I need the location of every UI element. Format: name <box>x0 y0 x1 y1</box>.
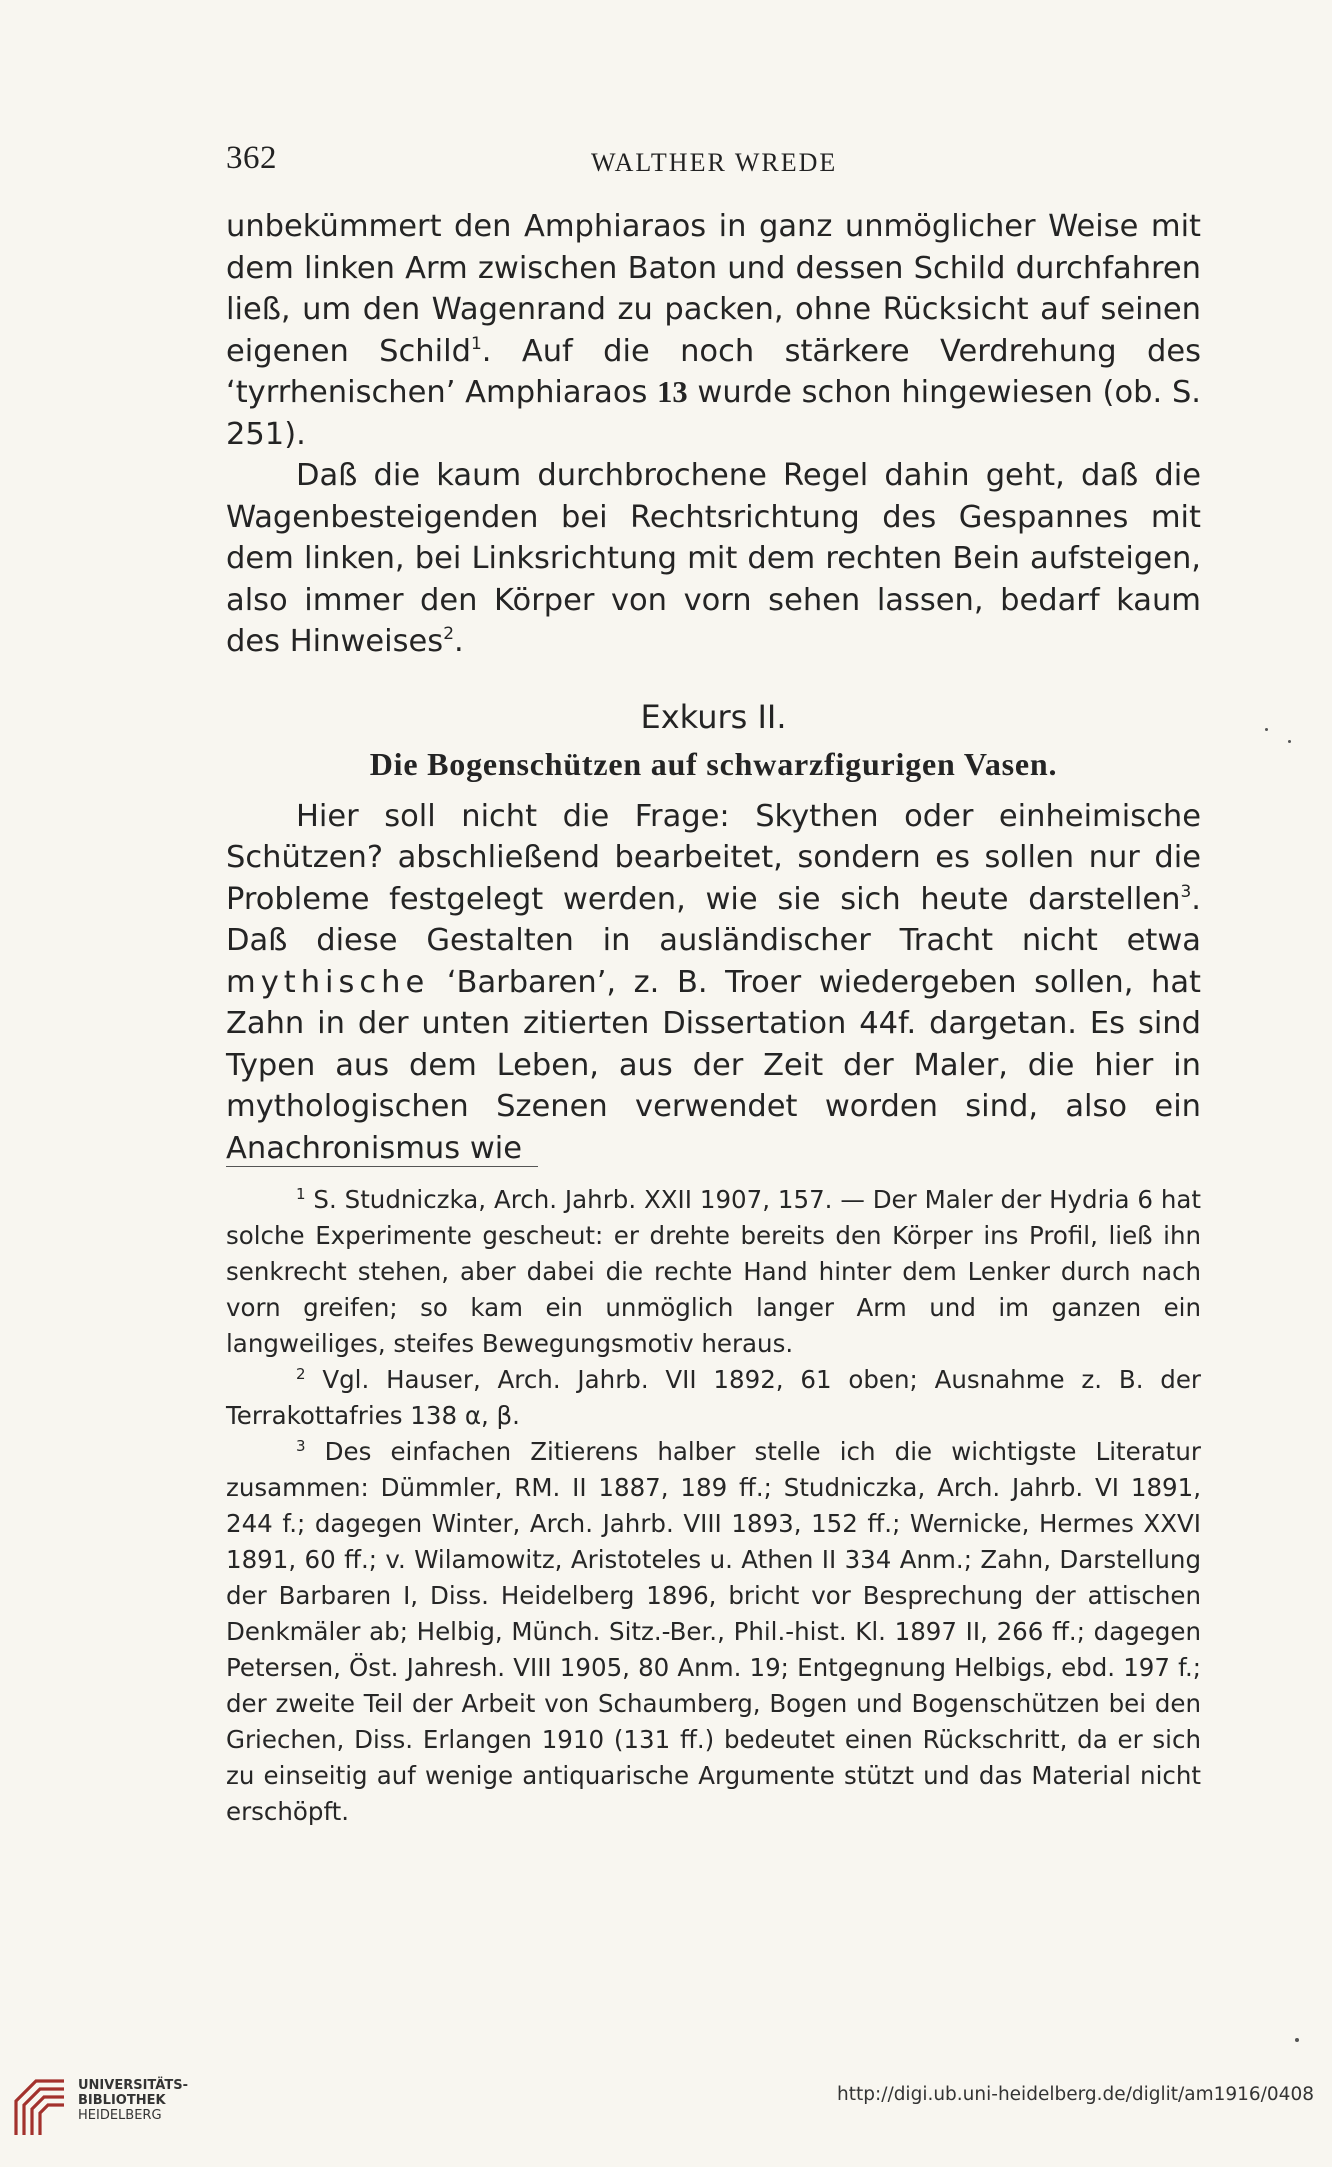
footnote-text: Des einfachen Zitierens halber stelle ich die wichtigste Literatur zusammen: Dümmler, RM. II 1887, 189 ff.; Studniczka, Arch. Jahrb. VI 1891, 244 f.; dagegen Winter, Arch. Jahrb. VIII 1893, 152 ff.; Wernicke, Hermes XXVI 1891, 60 ff.; v. Wilamowitz, Aristoteles u. Athen II 334 Anm.; Zahn, Darstellung der Barbaren I, Diss. Heidelberg 1896, bricht vor Besprechung der attischen Denkmäler ab; Helbig, Münch. Sitz.-Ber., Phil.-hist. Kl. 1897 II, 266 ff.; dagegen Petersen, Öst. Jahresh. VIII 1905, 80 Anm. 19; Entgegnung Helbigs, ebd. 197 f.; der zweite Teil der Arbeit von Schaumberg, Bogen und Bogenschützen bei den Griechen, Diss. Erlangen 1910 (131 ff.) bedeutet einen Rückschritt, da er sich zu einseitig auf wenige antiquarische Argumente stützt und das Material nicht erschöpft. <box>226 1437 1201 1826</box>
footnote-1 <box>226 1182 1201 1362</box>
paragraph-1-text-c: wurde schon hingewiesen (ob. S. 251). <box>226 375 1201 452</box>
paragraph-3-text-c: ‘Barbaren’, z. B. Troer wiedergeben sollen, hat Zahn in der unten zitierten Dissertation 44f. dargetan. Es sind Typen aus dem Leben, aus der Zeit der Maler, die hier in mythologischen Szenen verwendet worden sind, also ein Anachronismus wie <box>226 964 1201 1166</box>
catalogue-number: 13 <box>657 375 688 409</box>
footnote-text: Vgl. Hauser, Arch. Jahrb. VII 1892, 61 oben; Ausnahme z. B. der Terrakottafries 138 α, β. <box>226 1365 1201 1430</box>
scan-speck <box>1288 740 1291 743</box>
main-text <box>226 206 1201 1169</box>
scan-speck <box>1265 728 1268 731</box>
footnote-marker: 3 <box>296 1437 306 1455</box>
running-title: WALTHER WREDE <box>591 148 838 177</box>
paragraph-2-text-a: Daß die kaum durchbrochene Regel dahin geht, daß die Wagenbesteigenden bei Rechtsrichtung des Gespannes mit dem linken, bei Linksrichtung mit dem rechten Bein aufsteigen, also immer den Körper von vorn sehen lassen, bedarf kaum des Hinweises <box>226 458 1201 659</box>
paragraph-1-text-a: unbekümmert den Amphiaraos in ganz unmöglicher Weise mit dem linken Arm zwischen Baton und dessen Schild durchfahren ließ, um den Wagenrand zu packen, ohne Rücksicht auf seinen eigenen Schild <box>226 209 1201 369</box>
footnote-ref-3: 3 <box>1180 881 1192 902</box>
scan-speck <box>1295 2038 1299 2042</box>
source-url-link[interactable]: http://digi.ub.uni-heidelberg.de/diglit/am1916/0408 <box>837 2084 1314 2105</box>
digitization-footer <box>0 2060 1332 2167</box>
paragraph-3 <box>226 796 1201 1170</box>
running-header <box>226 140 1196 180</box>
paragraph-2 <box>226 455 1201 663</box>
excursus-heading: Exkurs II. <box>640 697 787 736</box>
paragraph-3-text-b: . Daß diese Gestalten in ausländischer Tracht nicht etwa <box>226 881 1201 958</box>
footnote-marker: 2 <box>296 1365 306 1383</box>
spaced-emphasis: mythische <box>226 964 430 1000</box>
library-name-line1: UNIVERSITÄTS- <box>78 2078 188 2093</box>
footnote-divider <box>226 1166 538 1167</box>
paragraph-2-text-b: . <box>454 624 464 659</box>
footnote-text: S. Studniczka, Arch. Jahrb. XXII 1907, 157. — Der Maler der Hydria 6 hat solche Experimente gescheut: er drehte bereits den Körper ins Profil, ließ ihn senkrecht stehen, aber dabei die rechte Hand hinter dem Lenker durch nach vorn greifen; so kam ein unmöglich langer Arm und im ganzen ein langweiliges, steifes Bewegungsmotiv heraus. <box>226 1185 1201 1358</box>
footnotes <box>226 1182 1201 1830</box>
paragraph-1-text-b: . Auf die noch stärkere Verdrehung des ‘tyrrhenischen’ Amphiaraos <box>226 333 1201 410</box>
footnote-marker: 1 <box>296 1185 306 1203</box>
library-logo-icon <box>10 2077 72 2139</box>
page-number: 362 <box>226 140 277 176</box>
footnote-ref-2: 2 <box>443 624 455 644</box>
paragraph-1 <box>226 206 1201 455</box>
library-name <box>78 2078 188 2123</box>
library-name-line2: BIBLIOTHEK <box>78 2093 166 2108</box>
footnote-ref-1: 1 <box>470 333 482 354</box>
library-name-line3: HEIDELBERG <box>78 2108 162 2123</box>
footnote-2 <box>226 1362 1201 1434</box>
excursus-subtitle: Die Bogenschützen auf schwarzfigurigen Vasen. <box>369 746 1058 782</box>
paragraph-3-text-a: Hier soll nicht die Frage: Skythen oder einheimische Schützen? abschließend bearbeitet, sondern es sollen nur die Probleme festgelegt werden, wie sie sich heute darstellen <box>226 798 1201 917</box>
footnote-3 <box>226 1434 1201 1830</box>
